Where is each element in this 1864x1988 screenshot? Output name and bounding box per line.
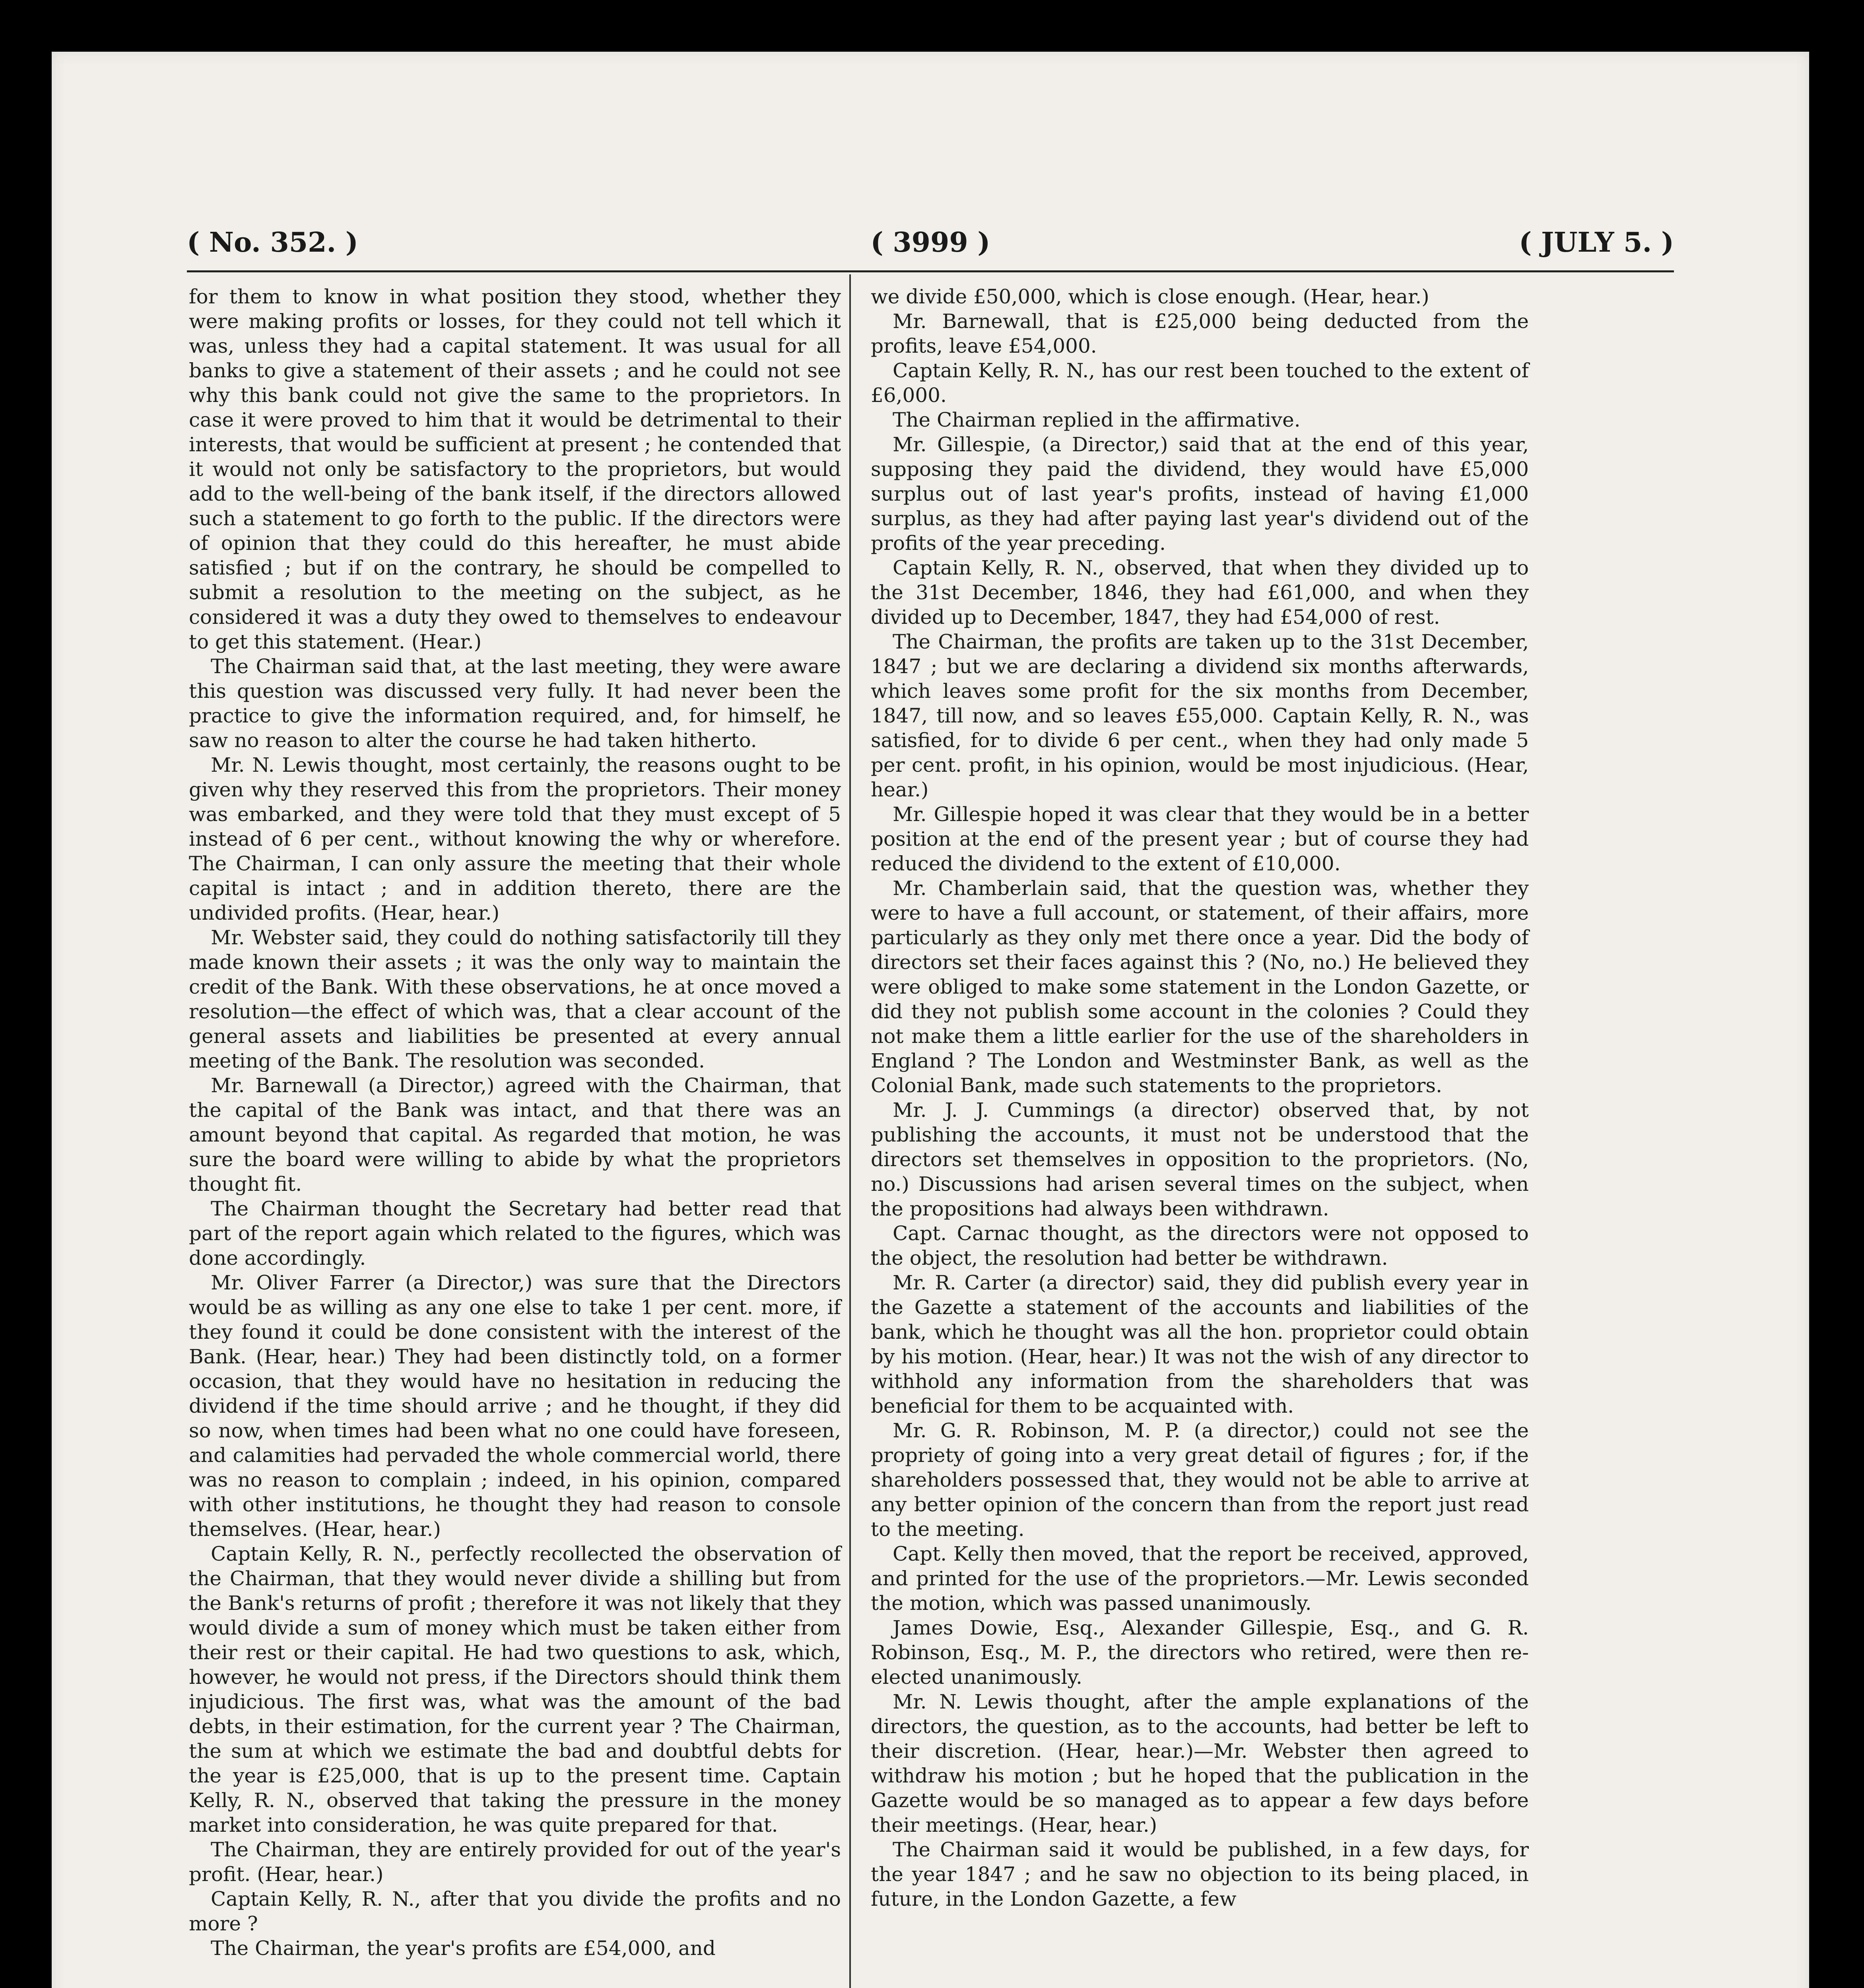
paragraph: Capt. Kelly then moved, that the report be received, approved, and printed for the use of the proprietors.—Mr. Lewis seconded the motion, which was passed unanimously. (871, 1542, 1529, 1615)
paragraph: The Chairman, the profits are taken up to the 31st December, 1847 ; but we are declaring a dividend six months afterwards, which leaves some profit for the six months from December, 1847, till now, and so leaves £55,000. Captain Kelly, R. N., was satisfied, for to divide 6 per cent., when they had only made 5 per cent. profit, in his opinion, would be most injudicious. (Hear, hear.) (871, 630, 1529, 801)
paragraph: Captain Kelly, R. N., perfectly recollected the observation of the Chairman, that they would never divide a shilling but from the Bank's returns of profit ; therefore it was not likely that they would divide a sum of money which must be taken either from their rest or their capital. He had two questions to ask, which, however, he would not press, if the Directors should think them injudicious. The first was, what was the amount of the bad debts, in their estimation, for the current year ? The Chairman, the sum at which we estimate the bad and doubtful debts for the year is £25,000, that is up to the present time. Captain Kelly, R. N., observed that taking the pressure in the money market into consideration, he was quite prepared for that. (189, 1542, 841, 1837)
paragraph: for them to know in what position they stood, whether they were making profits or losses, for they could not tell which it was, unless they had a capital statement. It was usual for all banks to give a statement of their assets ; and he could not see why this bank could not give the same to the proprietors. In case it were proved to him that it would be detrimental to their interests, that would be sufficient at present ; he contended that it would not only be satisfactory to the proprietors, but would add to the well-being of the bank itself, if the directors allowed such a statement to go forth to the public. If the directors were of opinion that they could do this hereafter, he must abide satisfied ; but if on the contrary, he should be compelled to submit a resolution to the meeting on the subject, as he considered it was a duty they owed to themselves to endeavour to get this statement. (Hear.) (189, 285, 841, 653)
issue-date: ( JULY 5. ) (1519, 227, 1674, 258)
paragraph: The Chairman said that, at the last meeting, they were aware this question was discussed very fully. It had never been the practice to give the information required, and, for himself, he saw no reason to alter the course he had taken hitherto. (189, 655, 841, 752)
paragraph: Mr. Chamberlain said, that the question was, whether they were to have a full account, or statement, of their affairs, more particularly as they only met there once a year. Did the body of directors set their faces against this ? (No, no.) He believed they were obliged to make some statement in the London Gazette, or did they not publish some account in the colonies ? Could they not make them a little earlier for the use of the shareholders in England ? The London and Westminster Bank, as well as the Colonial Bank, made such statements to the proprietors. (871, 877, 1529, 1097)
paragraph: Mr. Gillespie hoped it was clear that they would be in a better position at the end of the present year ; but of course they had reduced the dividend to the extent of £10,000. (871, 803, 1529, 875)
header-rule (187, 270, 1674, 272)
paragraph: Mr. Oliver Farrer (a Director,) was sure that the Directors would be as willing as any one else to take 1 per cent. more, if they found it could be done consistent with the interest of the Bank. (Hear, hear.) They had been distinctly told, on a former occasion, that they would have no hesitation in reducing the dividend if the time should arrive ; and he thought, if they did so now, when times had been what no one could have foreseen, and calamities had pervaded the whole commercial world, there was no reason to complain ; indeed, in his opinion, compared with other institutions, he thought they had reason to console themselves. (Hear, hear.) (189, 1271, 841, 1541)
paragraph: Mr. N. Lewis thought, after the ample explanations of the directors, the question, as to the accounts, had better be left to their discretion. (Hear, hear.)—Mr. Webster then agreed to withdraw his motion ; but he hoped that the publication in the Gazette would be so managed as to appear a few days before their meetings. (Hear, hear.) (871, 1690, 1529, 1837)
paragraph: Mr. Barnewall, that is £25,000 being deducted from the profits, leave £54,000. (871, 310, 1529, 357)
paragraph: we divide £50,000, which is close enough. (Hear, hear.) (871, 285, 1429, 308)
column-divider (849, 274, 851, 1988)
paragraph: The Chairman said it would be published, in a few days, for the year 1847 ; and he saw no objection to its being placed, in future, in the London Gazette, a few (871, 1838, 1529, 1910)
paragraph: Mr. N. Lewis thought, most certainly, the reasons ought to be given why they reserved this from the proprietors. Their money was embarked, and they were told that they must except of 5 instead of 6 per cent., without knowing the why or wherefore. The Chairman, I can only assure the meeting that their whole capital is intact ; and in addition thereto, there are the undivided profits. (Hear, hear.) (189, 753, 841, 924)
paragraph: Captain Kelly, R. N., observed, that when they divided up to the 31st December, 1846, they had £61,000, and when they divided up to December, 1847, they had £54,000 of rest. (871, 556, 1529, 629)
paragraph: Capt. Carnac thought, as the directors were not opposed to the object, the resolution had better be withdrawn. (871, 1222, 1529, 1270)
right-column (871, 284, 1529, 1911)
paragraph: Mr. Gillespie, (a Director,) said that at the end of this year, supposing they paid the dividend, they would have £5,000 surplus out of last year's profits, instead of having £1,000 surplus, as they had after paying last year's dividend out of the profits of the year preceding. (871, 433, 1529, 555)
left-column (189, 284, 841, 1961)
paragraph: The Chairman, the year's profits are £54,000, and (211, 1937, 716, 1960)
paragraph: Captain Kelly, R. N., has our rest been touched to the extent of £6,000. (871, 359, 1529, 407)
paragraph: Mr. Webster said, they could do nothing satisfactorily till they made known their assets ; it was the only way to maintain the credit of the Bank. With these observations, he at once moved a resolution—the effect of which was, that a clear account of the general assets and liabilities be presented at every annual meeting of the Bank. The resolution was seconded. (189, 926, 841, 1072)
paragraph: Captain Kelly, R. N., after that you divide the profits and no more ? (189, 1887, 841, 1935)
paragraph: Mr. R. Carter (a director) said, they did publish every year in the Gazette a statement of the accounts and liabilities of the bank, which he thought was all the hon. proprietor could obtain by his motion. (Hear, hear.) It was not the wish of any director to withhold any information from the shareholders that was beneficial for them to be acquainted with. (871, 1271, 1529, 1417)
newspaper-page (52, 52, 1809, 1988)
paragraph: The Chairman replied in the affirmative. (893, 408, 1301, 431)
paragraph: Mr. G. R. Robinson, M. P. (a director,) could not see the propriety of going into a very great detail of figures ; for, if the shareholders possessed that, they would not be able to arrive at any better opinion of the concern than from the report just read to the meeting. (871, 1419, 1529, 1541)
paragraph: James Dowie, Esq., Alexander Gillespie, Esq., and G. R. Robinson, Esq., M. P., the directors who retired, were then re-elected unanimously. (871, 1616, 1529, 1689)
page-number: ( 3999 ) (870, 227, 990, 258)
paragraph: Mr. J. J. Cummings (a director) observed that, by not publishing the accounts, it must not be understood that the directors set themselves in opposition to the proprietors. (No, no.) Discussions had arisen several times on the subject, when the propositions had always been withdrawn. (871, 1099, 1529, 1220)
paragraph: The Chairman, they are entirely provided for out of the year's profit. (Hear, hear.) (189, 1838, 841, 1886)
paragraph: Mr. Barnewall (a Director,) agreed with the Chairman, that the capital of the Bank was intact, and that there was an amount beyond that capital. As regarded that motion, he was sure the board were willing to abide by what the proprietors thought fit. (189, 1074, 841, 1196)
issue-number: ( No. 352. ) (187, 227, 358, 258)
paragraph: The Chairman thought the Secretary had better read that part of the report again which related to the figures, which was done accordingly. (189, 1197, 841, 1270)
page-header (187, 227, 1674, 262)
